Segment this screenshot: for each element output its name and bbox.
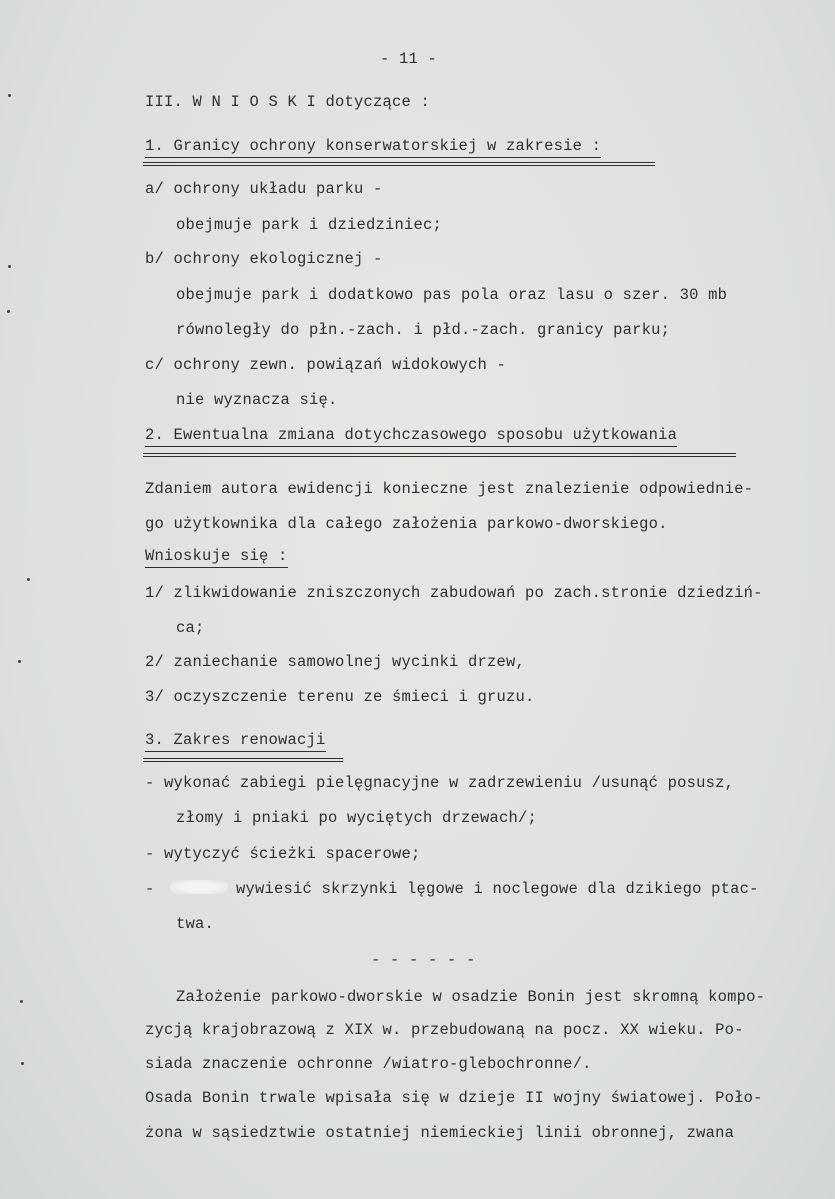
- renovation-item-1-line-2: złomy i pniaki po wyciętych drzewach/;: [176, 809, 538, 827]
- item-b-body-2: równoległy do płn.-zach. i płd.-zach. granicy parku;: [176, 321, 671, 339]
- section1-title: 1. Granicy ochrony konserwatorskiej w zakresie :: [145, 137, 601, 158]
- item-a-body: obejmuje park i dziedziniec;: [176, 216, 443, 234]
- item-b-body-1: obejmuje park i dodatkowo pas pola oraz lasu o szer. 30 mb: [176, 286, 728, 304]
- section2-title: 2. Ewentualna zmiana dotychczasowego sposobu użytkowania: [145, 426, 677, 447]
- closing-line-5: żona w sąsiedztwie ostatniej niemieckiej linii obronnej, zwana: [145, 1124, 735, 1142]
- section3-rule: [143, 758, 343, 759]
- section-heading: III. W N I O S K I dotyczące :: [145, 93, 431, 111]
- scan-speck: [27, 578, 30, 581]
- closing-line-4: Osada Bonin trwale wpisała się w dzieje II wojny światowej. Poło-: [145, 1089, 763, 1107]
- correction-smudge: [170, 880, 228, 894]
- item-a-head: a/ ochrony układu parku -: [145, 180, 383, 198]
- scan-speck: [8, 265, 11, 268]
- proposal-2: 2/ zaniechanie samowolnej wycinki drzew,: [145, 653, 526, 671]
- section3-title: 3. Zakres renowacji: [145, 731, 326, 752]
- scan-speck: [7, 310, 10, 313]
- item-b-head: b/ ochrony ekologicznej -: [145, 250, 383, 268]
- wnioskuje-label: Wnioskuje się :: [145, 547, 288, 568]
- scan-speck: [21, 1062, 24, 1065]
- scan-speck: [18, 660, 21, 663]
- section2-paragraph-line-2: go użytkownika dla całego założenia parkowo-dworskiego.: [145, 515, 668, 533]
- section1-rule: [143, 162, 655, 163]
- section2-paragraph-line-1: Zdaniem autora ewidencji konieczne jest znalezienie odpowiednie-: [145, 480, 754, 498]
- page-number: - 11 -: [380, 50, 438, 68]
- scan-speck: [8, 94, 11, 97]
- separator: - - - - - -: [371, 951, 476, 969]
- renovation-item-3-dash: -: [145, 880, 155, 898]
- proposal-1-line-1: 1/ zlikwidowanie zniszczonych zabudowań po zach.stronie dziedziń-: [145, 584, 763, 602]
- section2-rule: [143, 453, 736, 454]
- item-c-body: nie wyznacza się.: [176, 391, 338, 409]
- renovation-item-3-line-2: twa.: [176, 915, 215, 933]
- proposal-3: 3/ oczyszczenie terenu ze śmieci i gruzu.: [145, 688, 535, 706]
- renovation-item-2: - wytyczyć ścieżki spacerowe;: [145, 845, 421, 863]
- renovation-item-1-line-1: - wykonać zabiegi pielęgnacyjne w zadrzewieniu /usunąć posusz,: [145, 774, 735, 792]
- closing-line-3: siada znaczenie ochronne /wiatro-glebochronne/.: [145, 1055, 592, 1073]
- scan-speck: [20, 1000, 23, 1003]
- renovation-item-3-line-1: wywiesić skrzynki lęgowe i noclegowe dla dzikiego ptac-: [236, 880, 759, 898]
- item-c-head: c/ ochrony zewn. powiązań widokowych -: [145, 356, 507, 374]
- proposal-1-line-2: ca;: [176, 619, 205, 637]
- closing-line-1: Założenie parkowo-dworskie w osadzie Bonin jest skromną kompo-: [176, 988, 766, 1006]
- closing-line-2: zycją krajobrazową z XIX w. przebudowaną na pocz. XX wieku. Po-: [145, 1021, 744, 1039]
